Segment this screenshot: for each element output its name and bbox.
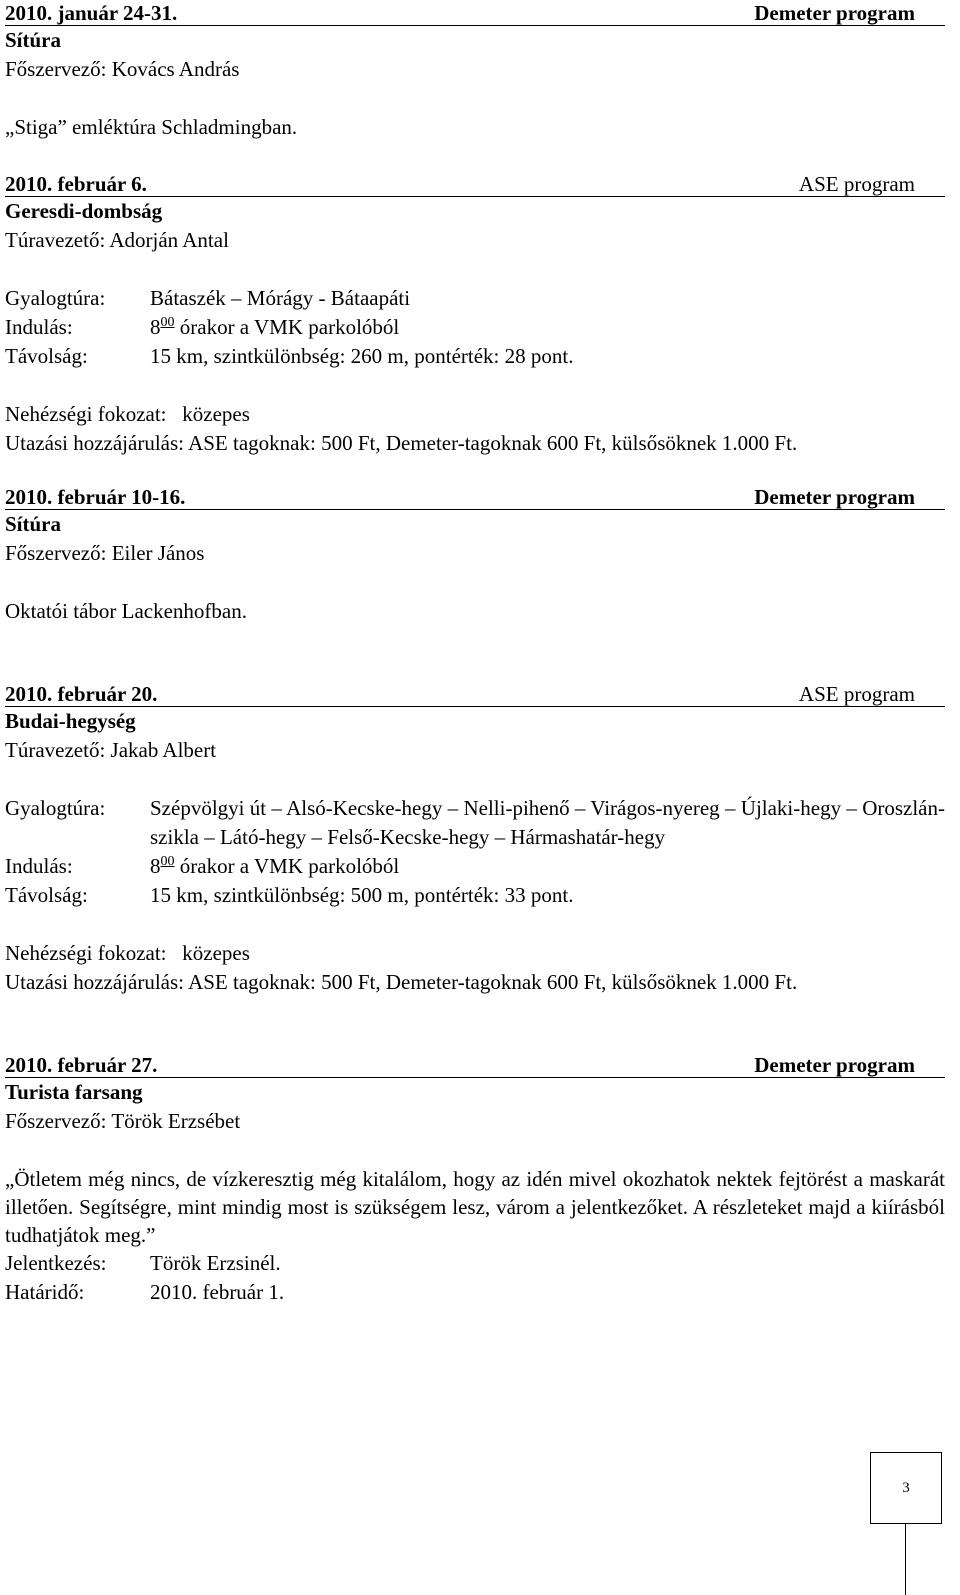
hike-row [5,794,945,852]
program-label: ASE program [798,172,915,196]
distance-label: Távolság: [5,883,88,907]
deadline-value: 2010. február 1. [150,1280,285,1304]
hike-label: Gyalogtúra: [5,286,106,310]
hike-label: Gyalogtúra: [5,796,106,820]
event-date: 2010. február 27. [5,1053,158,1077]
program-label: Demeter program [754,485,915,509]
distance-label: Távolság: [5,344,88,368]
program-label: Demeter program [754,1053,915,1077]
deadline-row [5,1278,945,1307]
page-number: 3 [902,1479,910,1496]
start-row [5,313,945,342]
distance-row [5,881,945,910]
distance-row [5,342,945,371]
distance-value: 15 km, szintkülönbség: 500 m, pontérték: 33 pont. [150,883,574,907]
program-label: ASE program [798,682,915,706]
event-title: Turista farsang [5,1080,143,1104]
start-value: $8^{00}$ órakor a VMK parkolóból [150,315,400,339]
event-title: Sítúra [5,28,62,52]
distance-value: 15 km, szintkülönbség: 260 m, pontérték: 28 pont. [150,344,574,368]
event-organizer: Főszervező: Kovács András [5,57,240,81]
signup-value: Török Erzsinél. [150,1251,281,1275]
event-date: 2010. február 20. [5,682,158,706]
program-label: Demeter program [754,1,915,25]
hike-route: Bátaszék – Mórágy - Bátaapáti [150,286,411,310]
difficulty-line: Nehézségi fokozat: közepes [5,402,250,426]
event-note: „Stiga” emléktúra Schladmingban. [5,115,298,139]
event-organizer: Főszervező: Török Erzsébet [5,1109,241,1133]
event-header [5,0,945,26]
event-paragraph: „Ötletem még nincs, de vízkeresztig még kitalálom, hogy az idén mivel okozhatok nektek fejtörést a maskarát illetően. Segítségre, mint mindig most is szükségem lesz, várom a jelentkezőket. A részleteket majd a kiírásból tudhatjátok meg.” [5,1167,945,1247]
event-date: 2010. január 24-31. [5,1,178,25]
event-1 [5,0,945,171]
event-header [5,1052,945,1078]
start-label: Indulás: [5,854,73,878]
event-3 [5,484,945,681]
document-page [5,0,945,1307]
page-number-box [870,1452,942,1524]
event-4 [5,681,945,1052]
signup-label: Jelentkezés: [5,1251,107,1275]
signup-row [5,1249,945,1278]
event-note: Oktatói tábor Lackenhofban. [5,599,247,623]
hike-route: Szépvölgyi út – Alsó-Kecske-hegy – Nelli-pihenő – Virágos-nyereg – Újlaki-hegy – Oroszlán-szikla – Látó-hegy – Felső-Kecske-hegy – Hármashatár-hegy [150,796,945,849]
fee-line: Utazási hozzájárulás: ASE tagoknak: 500 Ft, Demeter-tagoknak 600 Ft, külsősöknek 1.000 Ft. [5,431,798,455]
deadline-label: Határidő: [5,1280,85,1304]
start-label: Indulás: [5,315,73,339]
event-date: 2010. február 10-16. [5,485,186,509]
event-5 [5,1052,945,1307]
event-header [5,171,945,197]
start-value: $8^{00}$ órakor a VMK parkolóból [150,854,400,878]
event-leader: Túravezető: Jakab Albert [5,738,217,762]
difficulty-line: Nehézségi fokozat: közepes [5,941,250,965]
hike-row [5,284,945,313]
event-2 [5,171,945,484]
event-title: Geresdi-dombság [5,199,163,223]
event-title: Budai-hegység [5,709,136,733]
page-number-rule [905,1523,906,1595]
event-leader: Túravezető: Adorján Antal [5,228,229,252]
event-header [5,681,945,707]
event-organizer: Főszervező: Eiler János [5,541,205,565]
fee-line: Utazási hozzájárulás: ASE tagoknak: 500 Ft, Demeter-tagoknak 600 Ft, külsősöknek 1.000 Ft. [5,970,798,994]
event-date: 2010. február 6. [5,172,147,196]
start-row [5,852,945,881]
event-header [5,484,945,510]
event-title: Sítúra [5,512,62,536]
